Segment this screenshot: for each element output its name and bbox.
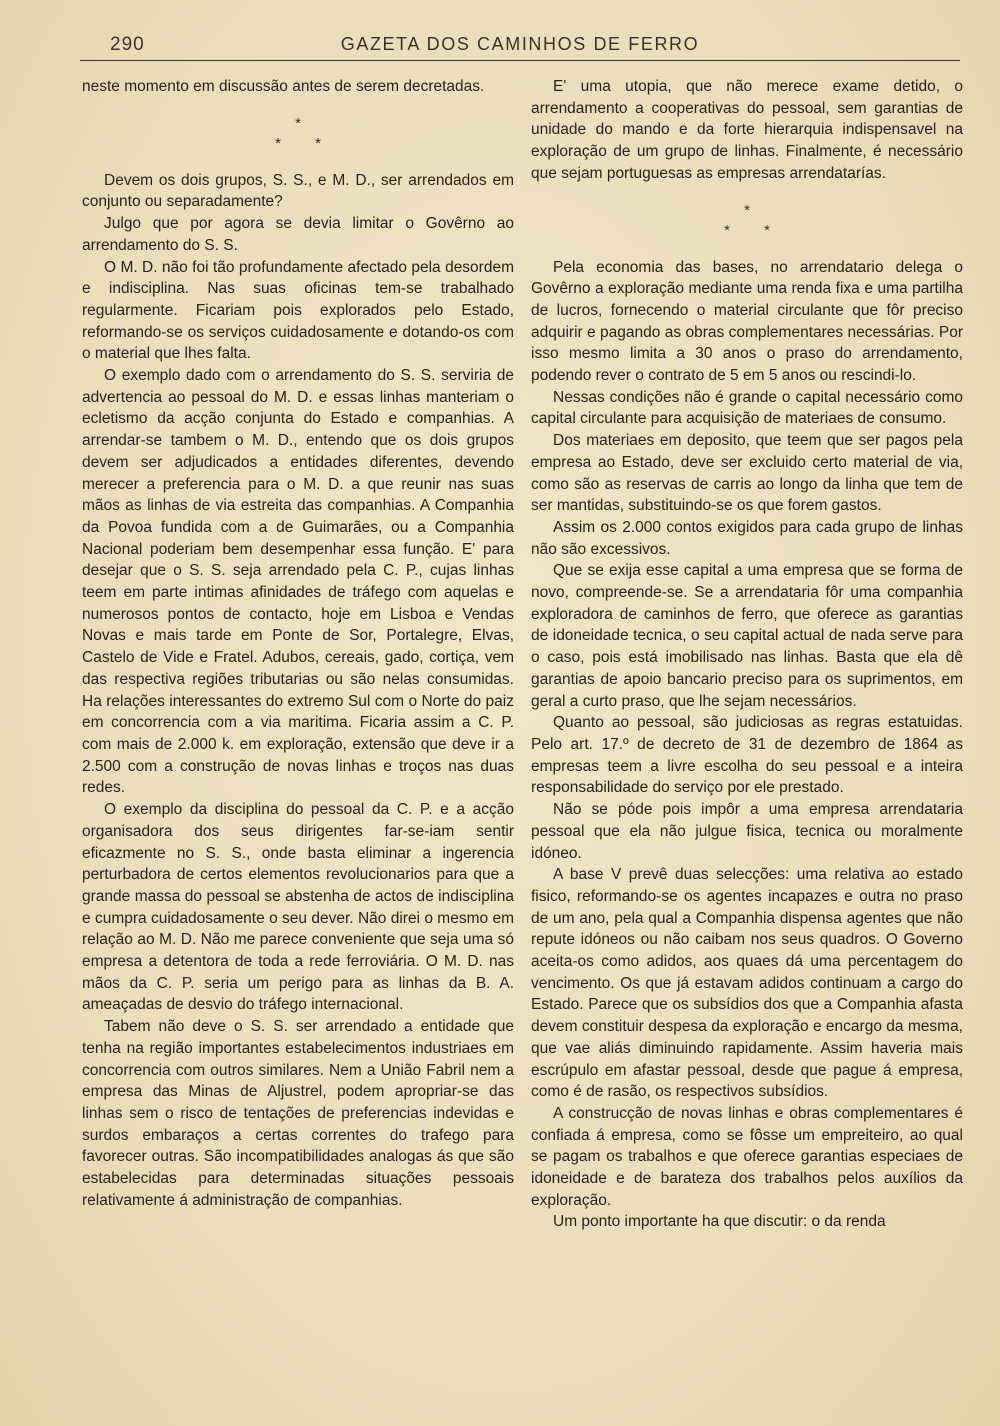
paragraph: Não se póde pois impôr a uma empresa arrendataria pessoal que ela não julgue fisica, tecnica ou moralmente idóneo.: [531, 801, 963, 862]
page-header: [80, 30, 960, 61]
paragraph: A construcção de novas linhas e obras complementares é confiada á empresa, como se fôsse um empreiteiro, ao qual se pagam os trabalhos e que oferece garantias especiaes de idoneidade e de barateza dos trabalhos pelos auxílios da exploração.: [531, 1104, 963, 1209]
paragraph: Pela economia das bases, no arrendatario delega o Govêrno a exploração mediante uma renda fixa e uma partilha de lucros, fornecendo o material circulante que fôr preciso adquirir e pagando as obras complementares necessárias. Por isso mesmo limita a 30 anos o praso do arrendamento, podendo rever o contrato de 5 em 5 anos ou rescindi-lo.: [531, 258, 963, 385]
asterism-bottom: * *: [724, 221, 770, 239]
paragraph: Quanto ao pessoal, são judiciosas as regras estatuidas. Pelo art. 17.º de decreto de 31 de dezembro de 1864 as empresas teem a livre escolha do seu pessoal e a inteira responsabilidade do serviço por ele prestado.: [531, 714, 963, 797]
asterism-top: *: [295, 114, 301, 132]
paragraph: Julgo que por agora se devia limitar o Govêrno ao arrendamento do S. S.: [82, 215, 514, 254]
section-divider: [82, 114, 514, 154]
paragraph: O M. D. não foi tão profundamente afectado pela desordem e indisciplina. Nas suas oficinas tem-se trabalhado regularmente. Ficariam pois explorados pelo Estado, reformando-se os serviços cuidadosamente e dotando-os com o material que lhes falta.: [82, 258, 514, 363]
paragraph: Devem os dois grupos, S. S., e M. D., ser arrendados em conjunto ou separadamente?: [82, 171, 514, 211]
paragraph: E' uma utopia, que não merece exame detido, o arrendamento a cooperativas do pessoal, sem garantias de unidade do mando e da forte hierarquia indispensavel na exploração de um grupo de linhas. Finalmente, é necessário que sejam portuguesas as empresas arrendatarías.: [531, 78, 963, 182]
paragraph: O exemplo dado com o arrendamento do S. S. serviria de advertencia ao pessoal do M. D. e essas linhas manteriam o ecletismo da acção conjunta do Estado e companhias. A arrendar-se tambem o M. D., entendo que os dois grupos devem ser adjudicados a entidades diferentes, devendo merecer a preferencia para o M. D. a que reunir nas suas mãos as linhas de via estreita das companhias. A Companhia da Povoa fundida com a de Guimarães, ou a Companhia Nacional poderiam bem desempenhar essa função. E' para desejar que o S. S. seja arrendado pela C. P., cujas linhas teem em parte intimas afinidades de tráfego com aquelas e numerosos pontos de contacto, hoje em Lisboa e Vendas Novas e mais tarde em Ponte de Sor, Portalegre, Elvas, Castelo de Vide e Fratel. Adubos, cereais, gado, cortiça, vem das respectiva regiões tributarias ou são nelas consumidas. Ha relações interessantes do extremo Sul com o Norte do paiz em concorrencia com a via maritima. Ficaria assim a C. P. com mais de 2.000 k. em exploração, extensão que deve ir a 2.500 com a construção de novas linhas e troços nas duas redes.: [82, 367, 514, 797]
section-divider: [531, 201, 963, 241]
paragraph: Um ponto importante ha que discutir: o da renda: [553, 1213, 886, 1231]
right-column: [531, 76, 963, 1233]
paragraph: Dos materiaes em deposito, que teem que ser pagos pela empresa ao Estado, deve ser excluido certo material de via, como são as reservas de carris ao longo da linha que tem de ser mantidas, substituindo-se os que forem gastos.: [531, 432, 963, 515]
asterism-top: *: [744, 201, 750, 219]
paragraph: Tabem não deve o S. S. ser arrendado a entidade que tenha na região importantes estabelecimentos industriaes em concorrencia com outros similares. Nem a União Fabril nem a empresa das Minas de Aljustrel, podem apropriar-se das linhas sem o risco de tentações de preferencias indevidas e surdos embaraços a certas correntes do trafego para favorecer outras. São incompatibilidades analogas ás que são estabelecidas para determinadas situações pessoais relativamente á administração de companhias.: [82, 1018, 514, 1209]
asterism-bottom: * *: [275, 134, 321, 152]
paragraph: A base V prevê duas selecções: uma relativa ao estado fisico, reformando-se os agentes incapazes e outra no praso de um ano, pela qual a Companhia dispensa agentes que não repute idóneos ou não caibam nos seus quadros. O Governo aceita-os como adidos, aos quaes dá uma percentagem do vencimento. Os que já estavam adidos continuam a cargo do Estado. Parece que os subsídios dos que a Companhia afasta devem constituir despesa da exploração e encargo da mesma, que vae aliás diminuindo rapidamente. Assim haveria mais escrúpulo em afastar pessoal, desde que pague á empresa, como é de rasão, os respectivos subsídios.: [531, 866, 963, 1101]
journal-title: GAZETA DOS CAMINHOS DE FERRO: [340, 34, 700, 54]
page-number: 290: [110, 34, 145, 55]
paragraph: Assim os 2.000 contos exigidos para cada grupo de linhas não são excessivos.: [531, 518, 963, 558]
paragraph: Que se exija esse capital a uma empresa que se forma de novo, compreende-se. Se a arrendataria fôr uma companhia exploradora de caminhos de ferro, que oferece as garantias de idoneidade tecnica, o seu capital actual de nada serve para o caso, pois está imobilisado nas linhas. Basta que ela dê garantias de apoio bancario preciso para os suprimentos, em geral a curto praso, que lhe sejam necessários.: [531, 562, 963, 710]
left-column: [82, 76, 514, 1211]
paragraph: O exemplo da disciplina do pessoal da C. P. e a acção organisadora dos seus dirigentes far-se-iam sentir eficazmente no S. S., onde basta eliminar a ingerencia perturbadora de certos elementos revolucionarios para que a grande massa do pessoal se abstenha de actos de indisciplina e cumpra cuidadosamente o seu dever. Não direi o mesmo em relação ao M. D. Não me parece conveniente que seja uma só empresa a detentora de toda a rede ferroviária. O M. D. nas mãos da C. P. seria um perigo para as linhas da B. A. ameaçadas de desvio do tráfego internacional.: [82, 801, 514, 1014]
paragraph: Nessas condições não é grande o capital necessário como capital circulante para acquisição de materiaes de consumo.: [531, 388, 963, 428]
paragraph: neste momento em discussão antes de serem decretadas.: [82, 78, 485, 95]
